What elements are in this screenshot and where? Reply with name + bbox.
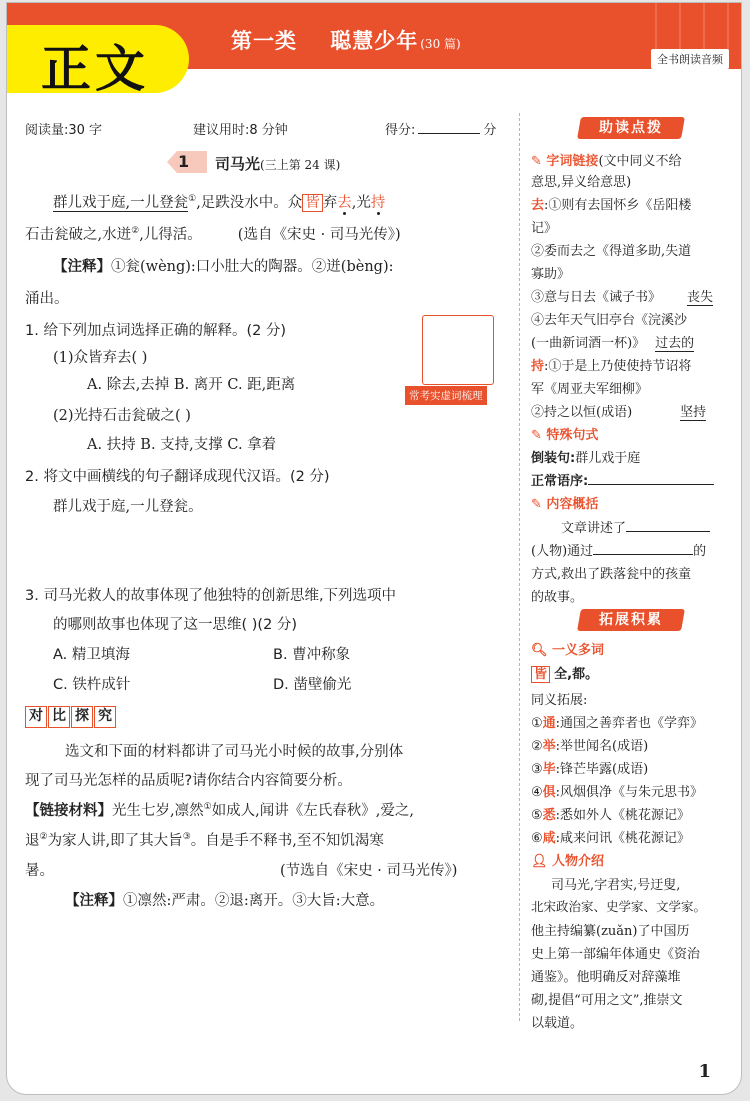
page-number: 1 xyxy=(698,1061,711,1082)
summary-1: 文章讲述了 xyxy=(561,517,710,536)
synonym-2: ②举:举世闻名(成语) xyxy=(531,739,649,754)
qu-entry-6: ④去年天气旧亭台《浣溪沙 xyxy=(531,313,688,328)
passage-note-2: 涌出。 xyxy=(25,291,69,307)
question-2: 2. 将文中画横线的句子翻译成现代汉语。(2 分) xyxy=(25,469,330,485)
question-1-item-1: (1)众皆弃去( ) xyxy=(53,350,148,366)
option-c: C. 铁杵成针 xyxy=(53,677,131,693)
bio-line-6: 砌,提倡“可用之文”,推崇文 xyxy=(531,993,683,1008)
question-2-sentence: 群儿戏于庭,一儿登瓮。 xyxy=(53,499,203,515)
bio-line-1: 司马光,字君实,号迂叟, xyxy=(551,878,681,893)
jie-entry: 皆 全,都。 xyxy=(531,663,598,682)
chi-entry: 持:①于是上乃使使持节诏将 xyxy=(531,359,692,374)
option-b: B. 曹冲称象 xyxy=(273,647,351,663)
score-field: 得分: 分 xyxy=(385,123,497,138)
normal-order: 正常语序: xyxy=(531,470,714,489)
vocab-note-box xyxy=(422,315,494,385)
question-3: 3. 司马光救人的故事体现了他独特的创新思维,下列选项中 xyxy=(25,588,397,604)
compare-title: 对 比 探 究 xyxy=(25,706,117,728)
bio-line-5: 通鉴》。他明确反对辞藻堆 xyxy=(531,970,681,985)
reading-count: 阅读量:30 字 xyxy=(25,123,103,138)
person-icon: 👤︎ xyxy=(531,854,553,869)
chi-entry-2: 军《周亚夫军细柳》 xyxy=(531,382,649,397)
column-divider xyxy=(519,113,520,1021)
bio-line-7: 以载道。 xyxy=(531,1016,584,1031)
summary-4: 的故事。 xyxy=(531,590,584,605)
word-link-heading: ✎ 字词链接(文中同义不给 xyxy=(531,154,682,169)
summary-3: 方式,救出了跌落瓮中的孩童 xyxy=(531,567,692,582)
material-line-1: 【链接材料】光生七岁,凛然①如成人,闻讲《左氏春秋》,爱之, xyxy=(25,802,415,819)
option-a: A. 精卫填海 xyxy=(53,647,130,663)
vocab-note-label: 常考实虚词梳理 xyxy=(405,386,487,405)
polysemy-heading: 🔍︎ 一义多词 xyxy=(531,643,605,658)
page xyxy=(6,2,742,1095)
synonym-6: ⑥咸:咸来问讯《桃花源记》 xyxy=(531,831,691,846)
material-line-3: 暑。 (节选自《宋史 · 司马光传》) xyxy=(25,863,458,879)
header-title: 第一类 聪慧少年 (30 篇) xyxy=(231,29,461,53)
qu-entry-4: 寡助》 xyxy=(531,267,571,282)
question-1-options-1: A. 除去,去掉 B. 离开 C. 距,距离 xyxy=(87,377,296,393)
compare-prompt-2: 现了司马光怎样的品质呢?请你结合内容简要分析。 xyxy=(25,773,352,789)
special-sentence-heading: ✎ 特殊句式 xyxy=(531,428,599,443)
audio-badge[interactable]: 全书朗读音频 xyxy=(651,49,729,69)
synonym-1: ①通:通国之善弈者也《学弈》 xyxy=(531,716,704,731)
pen-icon: ✎ xyxy=(531,428,547,443)
qu-entry-3: ②委而去之《得道多助,失道 xyxy=(531,244,692,259)
bio-line-3: 他主持编纂(zuǎn)了中国历 xyxy=(531,924,690,939)
material-line-2: 退②为家人讲,即了其大旨③。自是手不释书,至不知饥渴寒 xyxy=(25,832,384,849)
section-tab: 正文 xyxy=(7,25,189,93)
synonym-4: ④俱:风烟俱净《与朱元思书》 xyxy=(531,785,704,800)
search-icon: 🔍︎ xyxy=(531,643,553,658)
inversion: 倒装句:群儿戏于庭 xyxy=(531,451,641,466)
material-note: 【注释】①凛然:严肃。②退:离开。③大旨:大意。 xyxy=(65,893,385,909)
synonym-3: ③毕:锋芒毕露(成语) xyxy=(531,762,649,777)
summary-2: (人物)通过 的 xyxy=(531,544,707,559)
summary-heading: ✎ 内容概括 xyxy=(531,497,599,512)
pen-icon: ✎ xyxy=(531,154,547,169)
question-1-options-2: A. 扶持 B. 支持,支撑 C. 拿着 xyxy=(87,437,277,453)
sidebar-head-extend: 拓展积累 xyxy=(577,609,685,631)
passage-line-2: 石击瓮破之,水迸②,儿得活。 (选自《宋史 · 司马光传》) xyxy=(25,226,401,243)
question-1: 1. 给下列加点词选择正确的解释。(2 分) xyxy=(25,323,287,339)
qu-entry-7: (一曲新词酒一杯)》 过去的 xyxy=(531,336,695,351)
word-link-desc: 意思,异义给意思) xyxy=(531,175,632,190)
pen-icon: ✎ xyxy=(531,497,547,512)
compare-prompt-1: 选文和下面的材料都讲了司马光小时候的故事,分别体 xyxy=(65,744,404,760)
synonym-label: 同义拓展: xyxy=(531,693,588,708)
bio-line-4: 史上第一部编年体通史《资治 xyxy=(531,947,701,962)
qu-entry-2: 记》 xyxy=(531,221,558,236)
passage-note: 【注释】①瓮(wèng):口小肚大的陶器。②迸(bèng): xyxy=(53,259,394,275)
passage-line-1: 群儿戏于庭,一儿登瓮①,足跌没水中。众 皆 弃去,光持 xyxy=(53,194,386,211)
suggested-time: 建议用时:8 分钟 xyxy=(193,123,288,138)
qu-entry-5: ③意与日去《诫子书》 丧失 xyxy=(531,290,714,305)
option-d: D. 凿壁偷光 xyxy=(273,677,352,693)
question-3-cont: 的哪则故事也体现了这一思维( )(2 分) xyxy=(53,617,298,633)
question-1-item-2: (2)光持石击瓮破之( ) xyxy=(53,408,191,424)
chi-entry-3: ②持之以恒(成语) 坚持 xyxy=(531,405,707,420)
bio-line-2: 北宋政治家、史学家、文学家。 xyxy=(531,899,707,914)
text-number: 1 xyxy=(178,152,190,171)
person-heading: 👤︎ 人物介绍 xyxy=(531,854,605,869)
synonym-5: ⑤悉:悉如外人《桃花源记》 xyxy=(531,808,691,823)
qu-entry: 去:①则有去国怀乡《岳阳楼 xyxy=(531,198,692,213)
text-title: 司马光(三上第 24 课) xyxy=(215,155,341,173)
sidebar-head-guide: 助读点拨 xyxy=(577,117,685,139)
